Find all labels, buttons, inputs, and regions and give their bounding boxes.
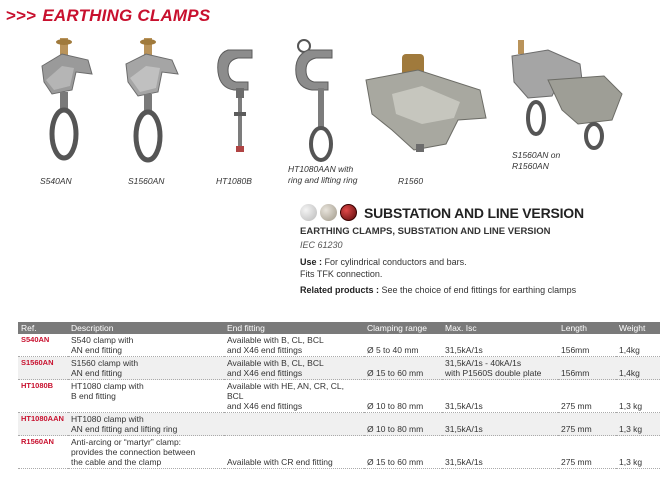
cell-length: 156mm xyxy=(558,334,616,357)
product-image-ht1080aan xyxy=(290,38,350,164)
cell-line: Anti-arcing or “martyr” clamp: xyxy=(71,437,182,447)
product-caption-line: S1560AN on xyxy=(512,150,561,160)
cell-clamping-range: Ø 15 to 60 mm xyxy=(364,436,442,469)
product-caption xyxy=(512,150,592,172)
column-header-length: Length xyxy=(558,322,616,334)
cell-line: AN end fitting xyxy=(71,368,123,378)
cell-line: HT1080 clamp with xyxy=(71,414,144,424)
product-caption: R1560 xyxy=(398,176,424,186)
cell-weight: 1,4kg xyxy=(616,357,660,380)
product-caption: S1560AN xyxy=(128,176,165,186)
bronze-finish-icon xyxy=(320,204,337,221)
page-header xyxy=(6,6,210,26)
cell-line: and X46 end fittings xyxy=(227,345,303,355)
column-header-end-fitting: End fitting xyxy=(224,322,364,334)
column-header-ref: Ref. xyxy=(18,322,68,334)
cell-max-isc: 31,5kA/1s xyxy=(442,436,558,469)
cell-line: AN end fitting xyxy=(71,345,123,355)
product-image-r1560 xyxy=(362,50,490,160)
table-row xyxy=(18,357,660,380)
cell-weight: 1,3 kg xyxy=(616,413,660,436)
cell-line: and X46 end fittings xyxy=(227,401,303,411)
cell-clamping-range: Ø 10 to 80 mm xyxy=(364,380,442,413)
cell-ref: HT1080AAN xyxy=(18,413,68,436)
header-arrows: >>> xyxy=(6,6,37,25)
cell-weight: 1,3 kg xyxy=(616,436,660,469)
cell-clamping-range: Ø 5 to 40 mm xyxy=(364,334,442,357)
aluminium-finish-icon xyxy=(300,204,317,221)
cell-line: the cable and the clamp xyxy=(71,457,162,467)
cell-line: AN end fitting and lifting ring xyxy=(71,424,178,434)
cell-description xyxy=(68,357,224,380)
cell-ref: S540AN xyxy=(18,334,68,357)
cell-line: Available with B, CL, BCL xyxy=(227,335,324,345)
product-caption-line: ring and lifting ring xyxy=(288,175,358,185)
column-header-clamping-range: Clamping range xyxy=(364,322,442,334)
section-related xyxy=(300,284,660,296)
product-image-s1560an xyxy=(118,38,182,168)
cell-length: 156mm xyxy=(558,357,616,380)
table-row xyxy=(18,436,660,469)
table-row xyxy=(18,380,660,413)
cell-weight: 1,3 kg xyxy=(616,380,660,413)
section-title: SUBSTATION AND LINE VERSION xyxy=(364,204,584,221)
column-header-max-isc: Max. Isc xyxy=(442,322,558,334)
product-table xyxy=(18,322,660,469)
use-text: For cylindrical conductors and bars. xyxy=(324,257,467,267)
product-caption: HT1080B xyxy=(216,176,252,186)
cell-line: B end fitting xyxy=(71,391,116,401)
cell-line: Available with HE, AN, CR, CL, BCL xyxy=(227,381,344,401)
cell-ref: R1560AN xyxy=(18,436,68,469)
product-caption xyxy=(288,164,372,186)
section-standard: IEC 61230 xyxy=(300,240,343,250)
section-subtitle: EARTHING CLAMPS, SUBSTATION AND LINE VERSION xyxy=(300,226,551,237)
section-use xyxy=(300,256,660,268)
table-row xyxy=(18,413,660,436)
page-title: EARTHING CLAMPS xyxy=(42,6,211,25)
cell-ref: HT1080B xyxy=(18,380,68,413)
table-header-row xyxy=(18,322,660,334)
cell-max-isc: 31,5kA/1s xyxy=(442,380,558,413)
cell-line: with P1560S double plate xyxy=(445,368,542,378)
cell-line: HT1080 clamp with xyxy=(71,381,144,391)
cell-description xyxy=(68,334,224,357)
cell-length: 275 mm xyxy=(558,380,616,413)
product-image-ht1080b xyxy=(212,42,270,168)
cell-description xyxy=(68,380,224,413)
cell-weight: 1,4kg xyxy=(616,334,660,357)
red-finish-icon xyxy=(340,204,357,221)
cell-length: 275 mm xyxy=(558,436,616,469)
column-header-weight: Weight xyxy=(616,322,660,334)
use-label: Use : xyxy=(300,257,323,267)
cell-clamping-range: Ø 15 to 60 mm xyxy=(364,357,442,380)
product-caption-line: R1560AN xyxy=(512,161,549,171)
cell-end-fitting xyxy=(224,413,364,436)
product-caption: S540AN xyxy=(40,176,72,186)
related-label: Related products : xyxy=(300,285,380,295)
related-text: See the choice of end fittings for earthing clamps xyxy=(381,285,577,295)
cell-description xyxy=(68,413,224,436)
cell-line: 31,5kA/1s - 40kA/1s xyxy=(445,358,522,368)
section-title-row xyxy=(300,204,660,221)
cell-max-isc: 31,5kA/1s xyxy=(442,413,558,436)
cell-ref: S1560AN xyxy=(18,357,68,380)
cell-end-fitting xyxy=(224,380,364,413)
cell-line: Available with B, CL, BCL xyxy=(227,358,324,368)
cell-line: S1560 clamp with xyxy=(71,358,139,368)
section-use-text-2: Fits TFK connection. xyxy=(300,269,383,279)
product-image-s1560an-on-r1560an xyxy=(508,40,628,150)
cell-max-isc xyxy=(442,357,558,380)
cell-length: 275 mm xyxy=(558,413,616,436)
cell-line: S540 clamp with xyxy=(71,335,134,345)
column-header-description: Description xyxy=(68,322,224,334)
table-row xyxy=(18,334,660,357)
cell-end-fitting xyxy=(224,334,364,357)
cell-end-fitting: Available with CR end fitting xyxy=(224,436,364,469)
cell-end-fitting xyxy=(224,357,364,380)
product-caption-line: HT1080AAN with xyxy=(288,164,354,174)
cell-max-isc: 31,5kA/1s xyxy=(442,334,558,357)
product-image-s540an xyxy=(32,38,96,168)
cell-line: provides the connection between xyxy=(71,447,196,457)
product-section xyxy=(300,204,660,296)
cell-line: and X46 end fittings xyxy=(227,368,303,378)
cell-description xyxy=(68,436,224,469)
cell-clamping-range: Ø 10 to 80 mm xyxy=(364,413,442,436)
